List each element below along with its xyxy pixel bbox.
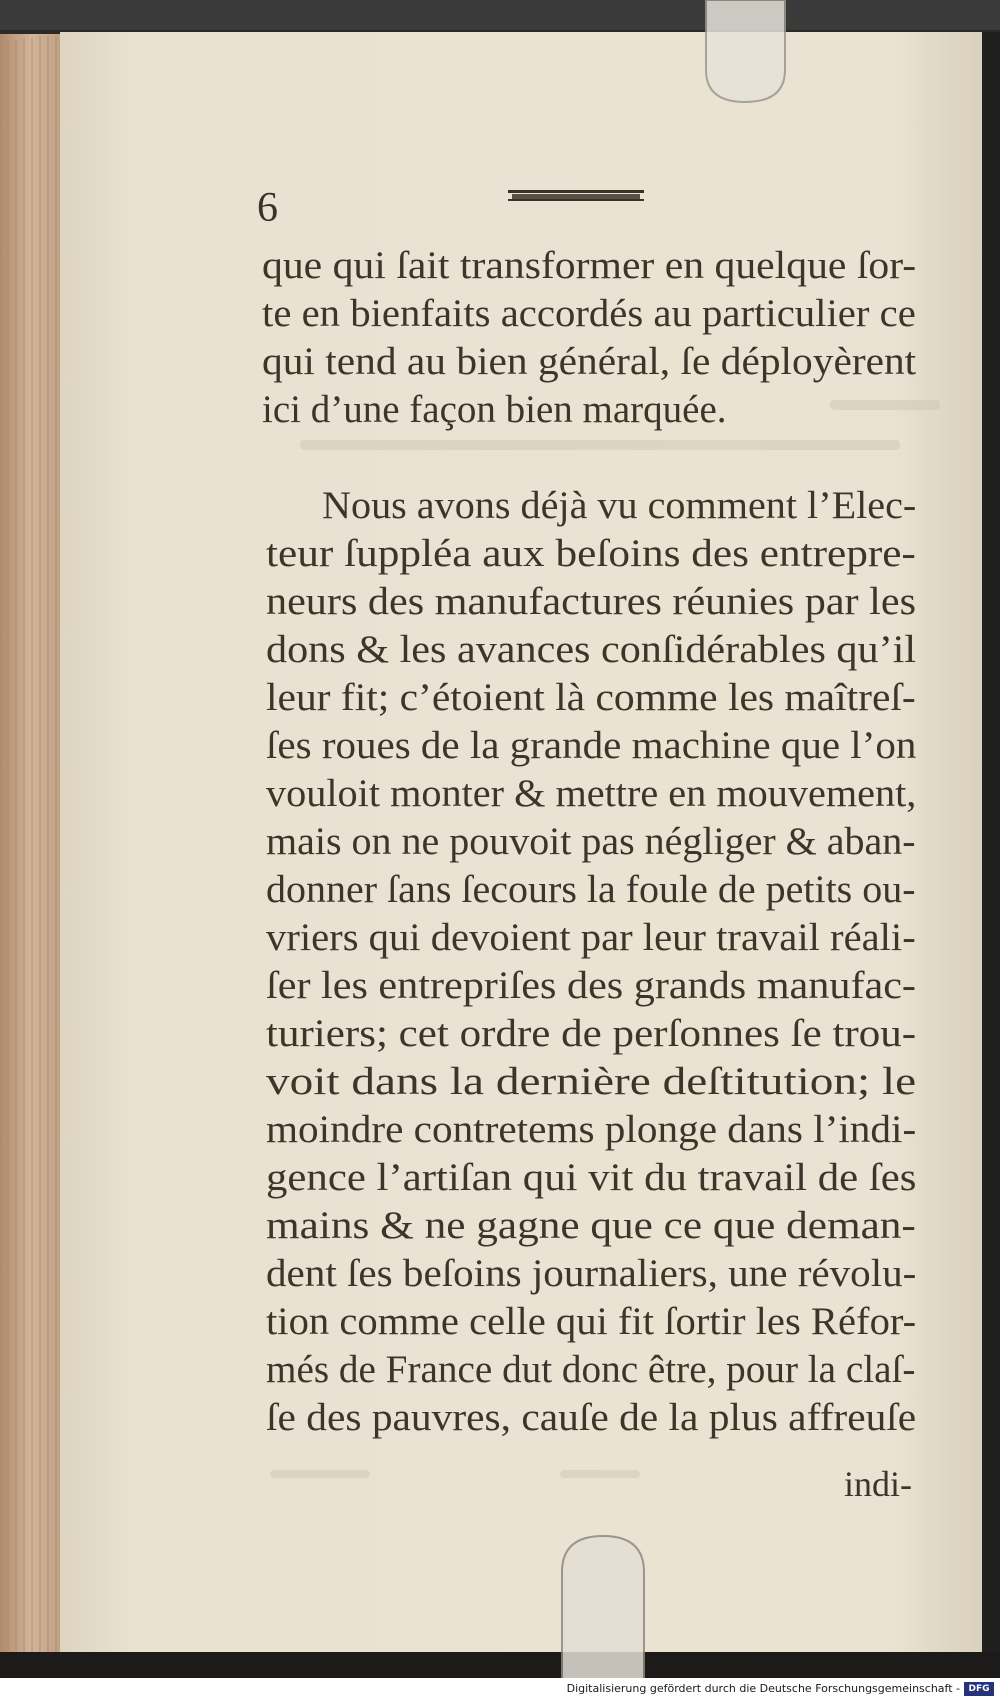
catchword: indi-: [844, 1464, 912, 1504]
text-line: dent ſes beſoins journaliers, une révolu-: [266, 1252, 917, 1295]
text-line: ſer les entrepriſes des grands manufac-: [266, 964, 916, 1007]
text-line: te en bienfaits accordés au particulier ce: [262, 292, 916, 335]
funding-credit: Digitalisierung gefördert durch die Deutsche Forschungsgemeinschaft -: [566, 1682, 960, 1695]
text-line: teur ſuppléa aux beſoins des entrepre-: [266, 532, 916, 575]
text-line: ſes roues de la grande machine que l’on: [266, 724, 917, 767]
text-line: neurs des manufactures réunies par les: [266, 580, 916, 623]
text-line: qui tend au bien général, ſe déployèrent: [262, 340, 917, 383]
footer-bar: [0, 1678, 1000, 1702]
text-line: turiers; cet ordre de perſonnes ſe trou-: [266, 1012, 917, 1055]
text-line: vouloit monter & mettre en mouvement,: [266, 772, 917, 815]
text-line: dons & les avances conſidérables qu’il: [266, 628, 917, 671]
top-clip: [706, 0, 785, 102]
text-line: gence l’artiſan qui vit du travail de ſes: [266, 1156, 917, 1199]
text-line: que qui ſait transformer en quelque ſor-: [262, 244, 917, 287]
text-line: mais on ne pouvoit pas négliger & aban-: [266, 820, 916, 863]
head-rule-ornament: [508, 189, 644, 201]
text-line: mains & ne gagne que ce que deman-: [266, 1204, 916, 1247]
text-line: voit dans la dernière deſtitution; le: [266, 1060, 917, 1103]
text-line: moindre contretems plonge dans l’indi-: [266, 1108, 917, 1151]
text-line: tion comme celle qui fit ſortir les Réfor-: [266, 1300, 917, 1343]
text-line: més de France dut donc être, pour la claſ-: [266, 1348, 916, 1391]
text-line: ſe des pauvres, cauſe de la plus affreuſe: [266, 1396, 917, 1439]
text-line: leur fit; c’étoient là comme les maîtreſ-: [266, 676, 916, 719]
paragraph-first-line: Nous avons déjà vu comment l’Elec-: [322, 484, 917, 527]
text-line: vriers qui devoient par leur travail réali-: [266, 916, 916, 959]
page-edges: [0, 34, 62, 1654]
text-line: ici d’une façon bien marquée.: [262, 388, 727, 431]
dfg-logo: DFG: [964, 1682, 994, 1696]
text-line: donner ſans ſecours la foule de petits ou-: [266, 868, 916, 911]
page-number: 6: [257, 185, 278, 231]
